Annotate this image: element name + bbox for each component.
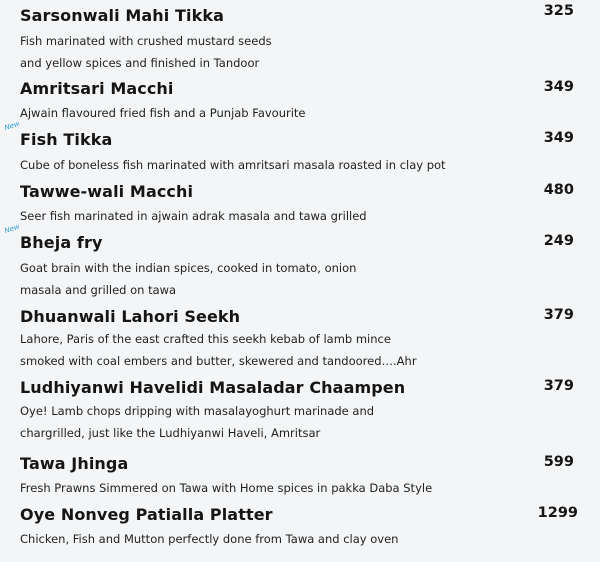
item-price: 349 <box>543 79 574 95</box>
item-price: 325 <box>543 3 574 19</box>
item-description: and yellow spices and finished in Tandoor <box>20 56 260 70</box>
item-description: masala and grilled on tawa <box>20 283 177 297</box>
item-name: Ludhiyanwi Havelidi Masaladar Chaampen <box>20 378 406 397</box>
item-name: Tawa Jhinga <box>20 454 129 473</box>
item-price: 480 <box>543 182 574 198</box>
item-price: 349 <box>543 130 574 146</box>
item-description: Goat brain with the indian spices, cooked in tomato, onion <box>20 261 357 275</box>
item-name: Amritsari Macchi <box>20 79 174 98</box>
item-name: Dhuanwali Lahori Seekh <box>20 307 241 326</box>
item-price: 379 <box>543 307 574 323</box>
item-description: Lahore, Paris of the east crafted this seekh kebab of lamb mince <box>20 332 391 346</box>
item-description: chargrilled, just like the Ludhiyanwi Haveli, Amritsar <box>20 426 321 440</box>
item-description: Oye! Lamb chops dripping with masalayoghurt marinade and <box>20 404 375 418</box>
item-description: smoked with coal embers and butter, skewered and tandoored….Ahr <box>20 354 417 368</box>
item-price: 599 <box>543 454 574 470</box>
new-badge: New <box>3 119 21 132</box>
item-description: Seer fish marinated in ajwain adrak masala and tawa grilled <box>20 209 367 223</box>
item-name: Sarsonwali Mahi Tikka <box>20 6 224 25</box>
item-description: Cube of boneless fish marinated with amritsari masala roasted in clay pot <box>20 158 446 172</box>
item-name: Fish Tikka <box>20 130 113 149</box>
item-name: Bheja fry <box>20 233 103 252</box>
item-description: Chicken, Fish and Mutton perfectly done from Tawa and clay oven <box>20 532 399 546</box>
item-name: Tawwe-wali Macchi <box>20 182 194 201</box>
item-price: 249 <box>543 233 574 249</box>
new-badge: New <box>3 222 21 235</box>
item-name: Oye Nonveg Patialla Platter <box>20 505 273 524</box>
item-description: Ajwain flavoured fried fish and a Punjab Favourite <box>20 106 306 120</box>
item-price: 1299 <box>537 505 578 521</box>
item-description: Fresh Prawns Simmered on Tawa with Home spices in pakka Daba Style <box>20 481 433 495</box>
item-description: Fish marinated with crushed mustard seeds <box>20 34 272 48</box>
item-price: 379 <box>543 378 574 394</box>
